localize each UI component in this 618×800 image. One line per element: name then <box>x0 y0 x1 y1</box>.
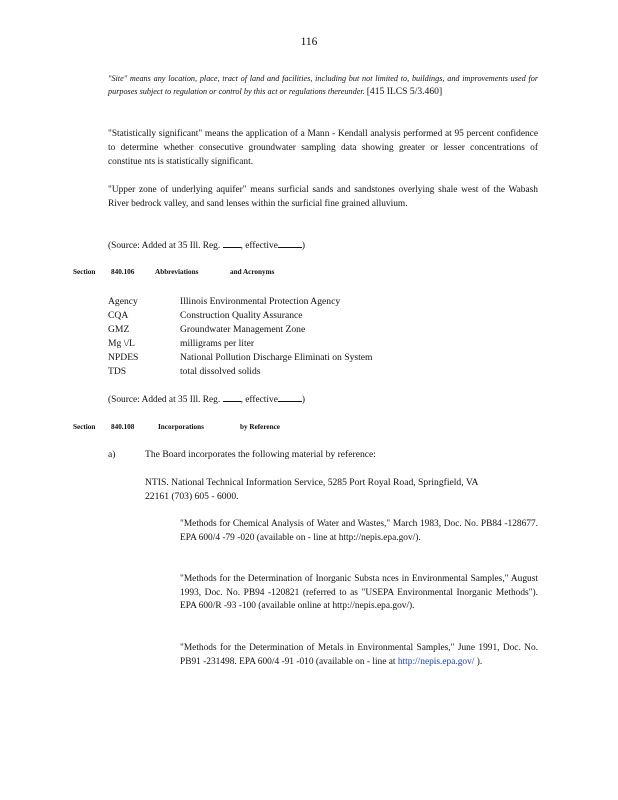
section-label: Section <box>73 268 96 276</box>
definition-site <box>108 72 538 98</box>
section-title-part-1: Incorporations <box>158 423 204 431</box>
abbreviation-code: NPDES <box>108 352 139 363</box>
reference-3-text: "Methods for the Determination of Metals in Environmental Samples," June 1991, Doc. No. PB91 -231498. EPA 600/4 -91 -010 (available on - line at <box>180 643 538 667</box>
section-number: 840.106 <box>111 268 135 276</box>
source-note-1-suffix: ) <box>301 241 305 251</box>
section-heading-840-108 <box>0 423 618 435</box>
abbreviation-row <box>108 351 372 365</box>
source-note-2-middle: , effective <box>240 395 278 405</box>
definition-site-citation: [415 ILCS 5/3.460] <box>366 86 443 97</box>
source-note-2-blank-date <box>278 392 302 402</box>
list-marker-a: a) <box>108 449 116 460</box>
abbreviation-meaning: National Pollution Discharge Eliminati on System <box>180 352 373 363</box>
definition-site-text: "Site" means any location, place, tract of land and facilities, including but not limited to, buildings, and improvements used for purposes subject to regulation or control by this act or regulations thereunder. <box>108 74 538 96</box>
abbreviation-row <box>108 309 303 323</box>
abbreviation-row <box>108 365 260 379</box>
reference-3-suffix: ). <box>474 656 483 667</box>
source-note-1-middle: , effective <box>240 241 278 251</box>
list-item-a-text: The Board incorporates the following material by reference: <box>145 449 376 460</box>
source-note-2-prefix: (Source: Added at 35 Ill. Reg. <box>108 395 223 405</box>
abbreviation-meaning: milligrams per liter <box>180 338 255 349</box>
reference-item: "Methods for the Determination of Inorganic Substa nces in Environmental Samples," August 1993, Doc. No. PB94 -120821 (referred to as "USEPA Environmental Inorganic Methods"). EPA 600/R -93 -100 (available online at http://nepis.epa.gov/). <box>180 574 538 611</box>
abbreviation-code: Mg \/L <box>108 338 135 349</box>
section-heading-840-106 <box>0 268 618 280</box>
source-note-1 <box>108 238 538 253</box>
abbreviation-meaning: Illinois Environmental Protection Agency <box>180 296 341 307</box>
abbreviation-meaning: Groundwater Management Zone <box>180 324 306 335</box>
abbreviation-row <box>108 323 305 337</box>
section-title-part-1: Abbreviations <box>155 268 199 276</box>
reference-item <box>180 642 538 669</box>
source-note-2-blank-reg <box>223 392 241 402</box>
abbreviation-code: GMZ <box>108 324 130 335</box>
ntis-address: NTIS. National Technical Information Service, 5285 Port Royal Road, Springfield, VA 22161 (703) 605 - 6000. <box>145 477 478 502</box>
page-number: 116 <box>300 36 318 48</box>
section-label: Section <box>73 423 96 431</box>
section-title-part-2: and Acronyms <box>230 268 275 276</box>
abbreviation-meaning: Construction Quality Assurance <box>180 310 303 321</box>
source-note-2-suffix: ) <box>301 395 305 405</box>
section-number: 840.108 <box>111 423 135 431</box>
reference-item: "Methods for Chemical Analysis of Water and Wastes," March 1983, Doc. No. PB84 -128677. EPA 600/4 -79 -020 (available on - line at http://nepis.epa.gov/). <box>180 519 538 543</box>
definition-upper-zone: "Upper zone of underlying aquifer" means surficial sands and sandstones overlying shale west of the Wabash River bedrock valley, and sand lenses within the surficial fine grained alluvium. <box>108 185 538 209</box>
source-note-1-prefix: (Source: Added at 35 Ill. Reg. <box>108 241 223 251</box>
source-note-1-blank-date <box>278 238 302 248</box>
definition-statistically-significant: "Statistically significant" means the application of a Mann - Kendall analysis performed at 95 percent confidence to determine whether consecutive groundwater sampling data showing greater or lesser concentrations of constitue nts is statistically significant. <box>108 129 538 167</box>
abbreviation-meaning: total dissolved solids <box>180 366 261 377</box>
abbreviation-code: Agency <box>108 296 138 307</box>
reference-3-link[interactable]: http://nepis.epa.gov/ <box>397 656 475 667</box>
abbreviation-row <box>108 295 340 309</box>
source-note-2 <box>108 392 538 407</box>
source-note-1-blank-reg <box>223 238 241 248</box>
abbreviation-code: CQA <box>108 310 129 321</box>
section-title-part-2: by Reference <box>240 423 280 431</box>
abbreviation-code: TDS <box>108 366 127 377</box>
abbreviation-row <box>108 337 254 351</box>
